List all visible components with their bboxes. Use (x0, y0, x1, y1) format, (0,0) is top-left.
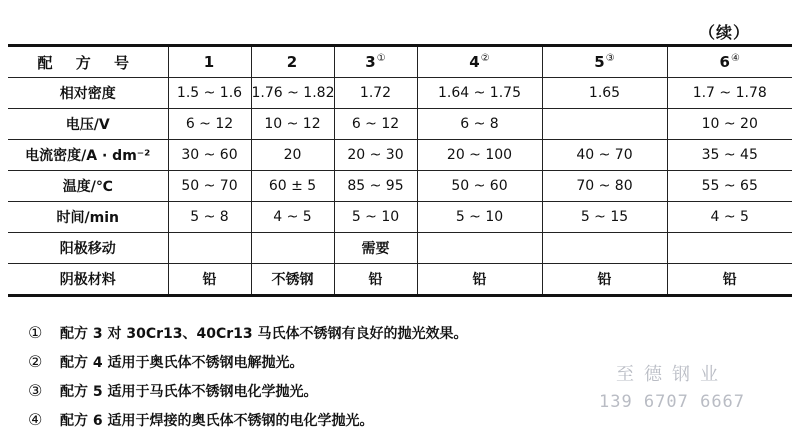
table-cell: 1.7 ~ 1.78 (667, 78, 792, 109)
footnote-text: 配方 5 适用于马氏体不锈钢电化学抛光。 (60, 383, 318, 400)
header-col-3: 3① (334, 46, 417, 78)
table-cell: 5 ~ 15 (542, 202, 667, 233)
footnote-marker: ① (28, 323, 43, 342)
watermark-name: 至德钢业 (616, 364, 728, 385)
footnote-marker: ② (28, 352, 43, 371)
table-cell: 5 ~ 8 (168, 202, 251, 233)
header-col-4: 4② (417, 46, 542, 78)
table-cell: 需要 (334, 233, 417, 264)
header-col-6: 6④ (667, 46, 792, 78)
table-cell: 1.5 ~ 1.6 (168, 78, 251, 109)
table-row (8, 264, 792, 296)
row-label: 阳极移动 (8, 233, 168, 264)
footnote-marker: ③ (28, 381, 43, 400)
header-col-5: 5③ (542, 46, 667, 78)
row-label: 电压/V (8, 109, 168, 140)
table-cell: 1.72 (334, 78, 417, 109)
table-cell (251, 233, 334, 264)
table-cell: 4 ~ 5 (251, 202, 334, 233)
row-label: 阴极材料 (8, 264, 168, 296)
table-row (8, 171, 792, 202)
row-label: 时间/min (8, 202, 168, 233)
table-cell: 5 ~ 10 (334, 202, 417, 233)
footnote (28, 318, 748, 347)
table-row (8, 233, 792, 264)
table-cell: 30 ~ 60 (168, 140, 251, 171)
footnote-text: 配方 6 适用于焊接的奥氏体不锈钢的电化学抛光。 (60, 412, 374, 429)
watermark (592, 360, 752, 412)
table-row (8, 202, 792, 233)
table-cell: 20 (251, 140, 334, 171)
table-cell: 6 ~ 12 (334, 109, 417, 140)
watermark-phone: 139 6707 6667 (598, 392, 746, 412)
header-col-1: 1 (168, 46, 251, 78)
table-cell: 不锈钢 (251, 264, 334, 296)
row-label: 电流密度/A · dm⁻² (8, 140, 168, 171)
table-row (8, 78, 792, 109)
table-cell: 10 ~ 12 (251, 109, 334, 140)
footnote-text: 配方 4 适用于奥氏体不锈钢电解抛光。 (60, 354, 304, 371)
table-cell: 20 ~ 100 (417, 140, 542, 171)
table-cell: 20 ~ 30 (334, 140, 417, 171)
table-cell: 70 ~ 80 (542, 171, 667, 202)
table-cell: 1.65 (542, 78, 667, 109)
table-cell: 铅 (542, 264, 667, 296)
table-cell: 5 ~ 10 (417, 202, 542, 233)
table-cell: 铅 (334, 264, 417, 296)
table-cell: 铅 (417, 264, 542, 296)
footnote-marker: ④ (28, 410, 43, 429)
table-cell (667, 233, 792, 264)
table-row (8, 109, 792, 140)
table-cell: 4 ~ 5 (667, 202, 792, 233)
table-cell (417, 233, 542, 264)
header-col-2: 2 (251, 46, 334, 78)
row-label: 温度/℃ (8, 171, 168, 202)
table-cell: 6 ~ 12 (168, 109, 251, 140)
table-row (8, 140, 792, 171)
continued-label: （续） (698, 23, 750, 42)
table-cell (542, 233, 667, 264)
table-cell: 85 ~ 95 (334, 171, 417, 202)
formula-table (8, 44, 792, 297)
table-cell: 6 ~ 8 (417, 109, 542, 140)
table-cell: 40 ~ 70 (542, 140, 667, 171)
table-cell: 铅 (168, 264, 251, 296)
table-cell (168, 233, 251, 264)
footnote-text: 配方 3 对 30Cr13、40Cr13 马氏体不锈钢有良好的抛光效果。 (60, 325, 468, 342)
table-cell: 1.64 ~ 1.75 (417, 78, 542, 109)
table-cell (542, 109, 667, 140)
header-label: 配 方 号 (8, 46, 168, 78)
table-cell: 35 ~ 45 (667, 140, 792, 171)
table-header-row (8, 46, 792, 78)
table-cell: 55 ~ 65 (667, 171, 792, 202)
table-cell: 铅 (667, 264, 792, 296)
table-cell: 50 ~ 70 (168, 171, 251, 202)
table-cell: 60 ± 5 (251, 171, 334, 202)
table-cell: 10 ~ 20 (667, 109, 792, 140)
row-label: 相对密度 (8, 78, 168, 109)
table-cell: 1.76 ~ 1.82 (251, 78, 334, 109)
table-cell: 50 ~ 60 (417, 171, 542, 202)
